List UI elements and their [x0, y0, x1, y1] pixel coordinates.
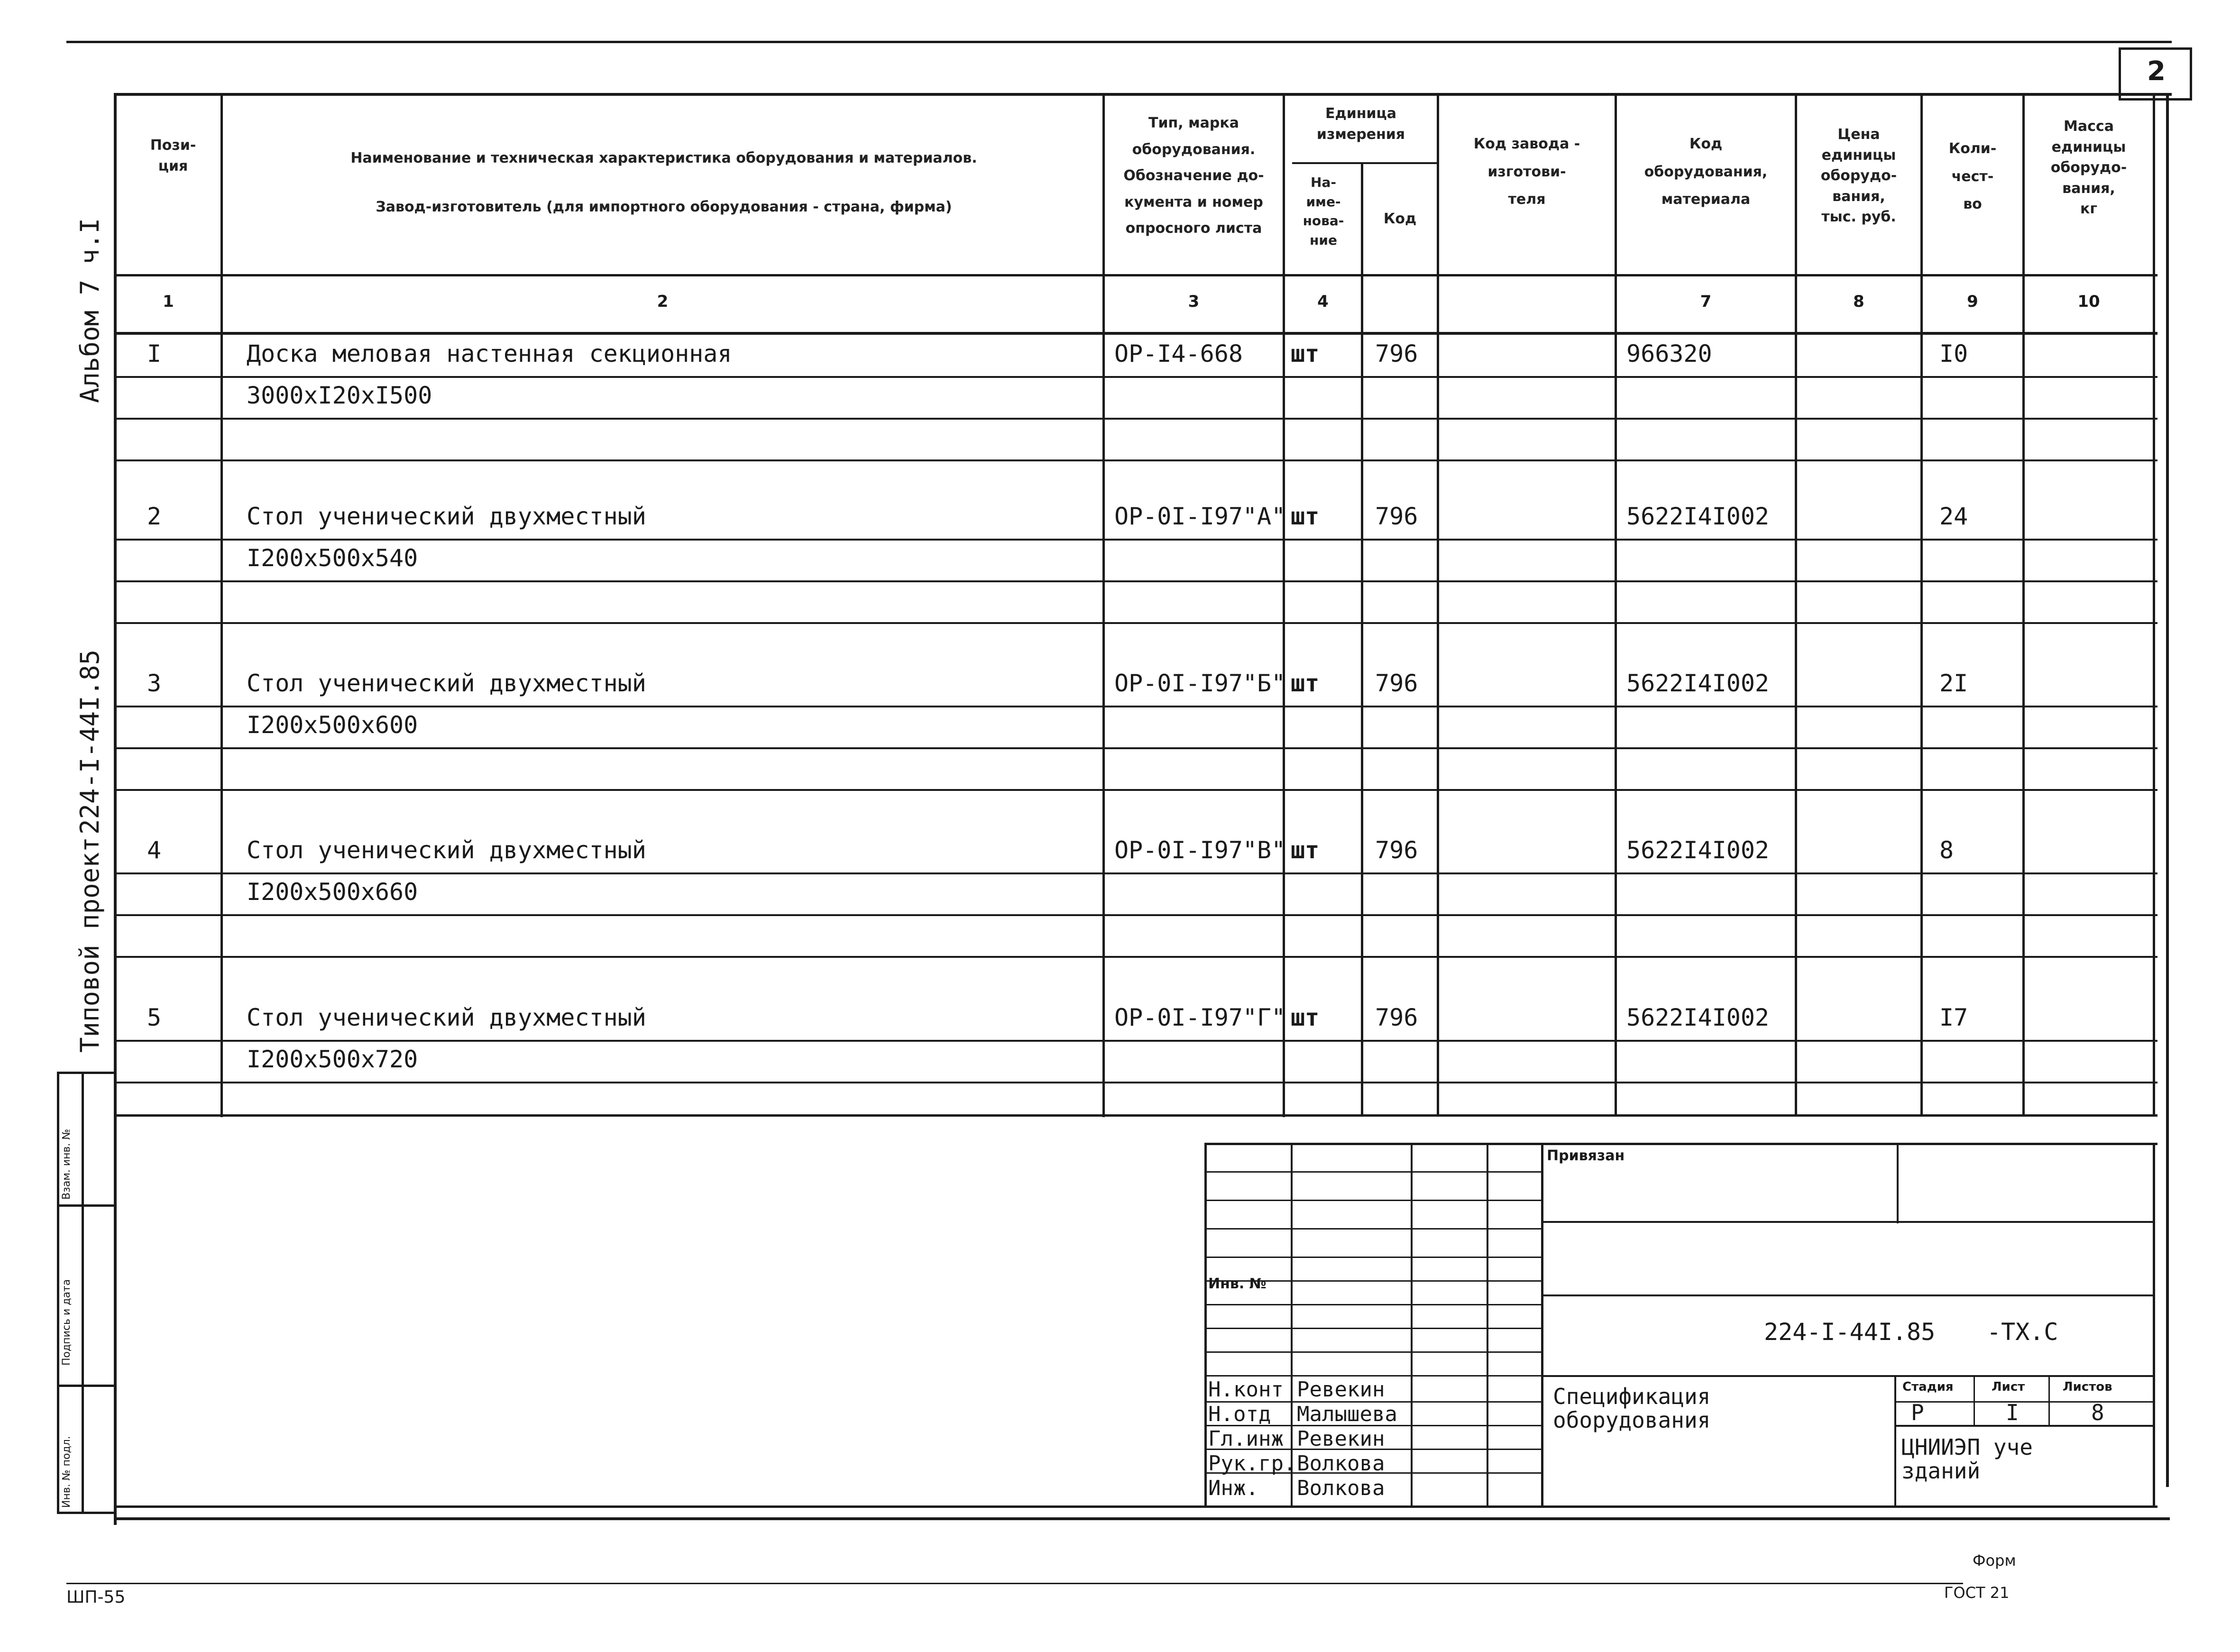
row-rule [114, 914, 2157, 916]
column-number-rule [114, 332, 2157, 335]
attached-label: Привязан [1547, 1147, 1625, 1164]
title-block-rule [1204, 1351, 1543, 1353]
title-block-rule [1204, 1200, 1543, 1201]
signer-name: Волкова [1297, 1476, 1385, 1500]
row-type: ОР-I4-668 [1114, 340, 1243, 367]
row-size: I200х500х660 [247, 878, 418, 906]
sheets-value: 8 [2091, 1400, 2104, 1425]
footer-left-code: ШП-55 [66, 1588, 126, 1607]
row-rule [114, 580, 2157, 582]
row-rule [114, 376, 2157, 378]
row-type: ОР-0I-I97"А" [1114, 503, 1286, 530]
table-bottom-rule [114, 1114, 2157, 1117]
document-code: 224-I-44I.85 [1764, 1318, 1936, 1346]
stamp-replace-inv: Взам. инв. № [61, 1129, 73, 1200]
row-name: Стол ученический двухместный [247, 670, 646, 697]
row-rule [114, 956, 2157, 958]
row-equipment-code: 5622I4I002 [1626, 836, 1770, 864]
sheet-number: 2 [2147, 56, 2166, 87]
row-unit: шт [1291, 670, 1320, 697]
row-type: ОР-0I-I97"Г" [1114, 1004, 1286, 1031]
header-quantity: Коли- чест- во [1948, 140, 1997, 212]
sheets-label: Листов [2063, 1380, 2112, 1394]
header-name-line1: Наименование и техническая характеристика оборудования и материалов. [350, 150, 977, 166]
sheet-value: I [2006, 1400, 2019, 1425]
row-position: I [147, 340, 162, 367]
colnum-1: 1 [163, 292, 174, 311]
row-unit-code: 796 [1375, 1004, 1418, 1031]
stage-label: Стадия [1902, 1380, 1954, 1394]
row-rule [114, 789, 2157, 791]
colnum-7: 7 [1700, 292, 1712, 311]
colnum-10: 10 [2077, 292, 2100, 311]
document-title-line1: Спецификация [1553, 1384, 1711, 1409]
title-block-rule [1204, 1257, 1543, 1258]
row-quantity: 8 [1939, 836, 1954, 864]
row-type: ОР-0I-I97"В" [1114, 836, 1286, 864]
row-equipment-code: 5622I4I002 [1626, 1004, 1770, 1031]
row-name: Стол ученический двухместный [247, 1004, 646, 1031]
row-quantity: I7 [1939, 1004, 1968, 1031]
stamp-signature-date: Подпись и дата [61, 1279, 73, 1366]
title-block-rule [1204, 1375, 1543, 1377]
title-block-rule [1204, 1228, 1543, 1230]
inv-no-label: Инв. № [1208, 1276, 1267, 1292]
row-rule [114, 1082, 2157, 1083]
organization-line1: ЦНИИЭП уче [1901, 1434, 2033, 1460]
title-block-rule [1204, 1304, 1543, 1305]
row-rule [114, 747, 2157, 749]
row-size: 3000хI20хI500 [247, 382, 432, 409]
header-bottom-rule [114, 274, 2157, 276]
row-unit: шт [1291, 836, 1320, 864]
document-title-line2: оборудования [1553, 1407, 1711, 1433]
row-position: 3 [147, 670, 162, 697]
row-size: I200х500х540 [247, 544, 418, 572]
header-unit-name: На- име- нова- ние [1303, 174, 1344, 248]
row-size: I200х500х600 [247, 711, 418, 739]
colnum-3: 3 [1188, 292, 1200, 311]
row-unit-code: 796 [1375, 340, 1418, 367]
row-unit-code: 796 [1375, 503, 1418, 530]
row-rule [114, 539, 2157, 541]
frame-right [2166, 93, 2169, 1487]
project-code-label: 224-I-44I.85 [75, 649, 105, 835]
footer-form: Форм [1973, 1551, 2016, 1569]
header-position: Пози- ция [150, 137, 196, 174]
row-quantity: I0 [1939, 340, 1968, 367]
row-position: 4 [147, 836, 162, 864]
header-mass: Масса единицы оборудо- вания, кг [2050, 118, 2127, 217]
row-position: 2 [147, 503, 162, 530]
row-rule [114, 1040, 2157, 1042]
document-code-suffix: -ТХ.С [1987, 1318, 2058, 1346]
signer-name: Ревекин [1297, 1427, 1385, 1451]
signer-name: Волкова [1297, 1451, 1385, 1476]
row-unit: шт [1291, 340, 1320, 367]
signer-role: Н.отд [1208, 1402, 1271, 1426]
colnum-8: 8 [1853, 292, 1864, 311]
row-rule [114, 622, 2157, 624]
header-factory-code: Код завода - изготови- теля [1473, 136, 1580, 208]
header-price: Цена единицы оборудо- вания, тыс. руб. [1820, 126, 1897, 225]
row-rule [114, 706, 2157, 707]
signer-role: Инж. [1208, 1476, 1258, 1500]
row-position: 5 [147, 1004, 162, 1031]
stamp-inv-original: Инв. № подл. [61, 1436, 73, 1508]
frame-bottom [117, 1517, 2170, 1520]
footer-gost: ГОСТ 21 [1944, 1584, 2010, 1602]
signer-role: Гл.инж [1208, 1427, 1284, 1451]
album-label: Альбом 7 ч.I [75, 218, 105, 403]
colnum-4: 4 [1317, 292, 1329, 311]
top-rule [66, 41, 2172, 43]
row-unit-code: 796 [1375, 836, 1418, 864]
title-block-rule [1204, 1328, 1543, 1329]
title-block-rule [1204, 1171, 1543, 1173]
row-rule [114, 459, 2157, 461]
signer-role: Н.конт [1208, 1377, 1284, 1402]
row-unit-code: 796 [1375, 670, 1418, 697]
colnum-9: 9 [1967, 292, 1978, 311]
stage-value: Р [1911, 1400, 1924, 1425]
row-equipment-code: 5622I4I002 [1626, 670, 1770, 697]
header-unit: Единица измерения [1316, 105, 1405, 143]
signer-name: Ревекин [1297, 1377, 1385, 1402]
signer-name: Малышева [1297, 1402, 1397, 1426]
header-type: Тип, марка оборудования. Обозначение до- кумента и номер опросного листа [1123, 115, 1264, 237]
row-unit: шт [1291, 503, 1320, 530]
row-equipment-code: 966320 [1626, 340, 1712, 367]
header-name-line2: Завод-изготовитель (для импортного оборудования - страна, фирма) [376, 199, 952, 215]
row-equipment-code: 5622I4I002 [1626, 503, 1770, 530]
signer-role: Рук.гр. [1208, 1451, 1296, 1476]
sheet-label: Лист [1992, 1380, 2025, 1394]
row-type: ОР-0I-I97"Б" [1114, 670, 1286, 697]
row-unit: шт [1291, 1004, 1320, 1031]
row-quantity: 2I [1939, 670, 1968, 697]
row-rule [114, 872, 2157, 874]
colnum-2: 2 [657, 292, 669, 311]
header-equipment-code: Код оборудования, материала [1644, 136, 1768, 208]
row-quantity: 24 [1939, 503, 1968, 530]
row-name: Стол ученический двухместный [247, 503, 646, 530]
row-size: I200х500х720 [247, 1046, 418, 1073]
frame-top [114, 93, 2172, 96]
row-name: Доска меловая настенная секционная [247, 340, 732, 367]
project-type-label: Типовой проект [75, 836, 105, 1053]
row-rule [114, 418, 2157, 420]
row-name: Стол ученический двухместный [247, 836, 646, 864]
organization-line2: зданий [1901, 1458, 1981, 1484]
header-unit-code: Код [1383, 211, 1417, 227]
